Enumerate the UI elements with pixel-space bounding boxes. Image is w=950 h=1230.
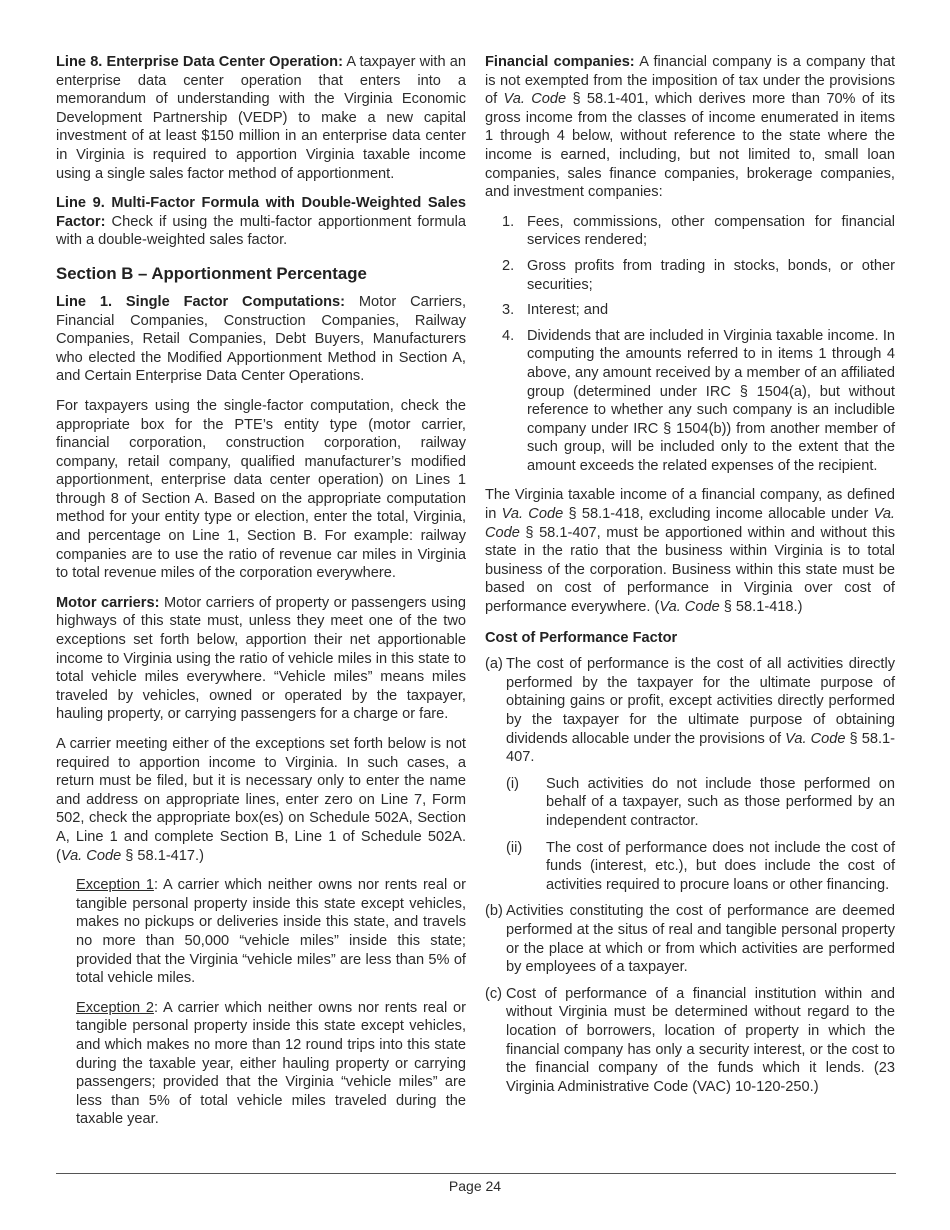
right-column <box>485 53 895 1104</box>
list-item-number: 3. <box>502 302 515 319</box>
carrier-para-cite: Va. Code <box>60 847 122 864</box>
exception-2-paragraph <box>76 999 466 1129</box>
point-c-label: (c) <box>485 985 503 1002</box>
exception-1-body: : A carrier which neither owns nor rents real or tangible personal property inside this state except vehicles, makes no pickups or deliveries inside this state, and travels no more than 50,000 “vehicle miles” inside this state; provided that the Virginia “vehicle miles” are less than 5% of total vehicle miles. <box>76 877 466 987</box>
roman-item <box>506 775 895 831</box>
list-item-number: 4. <box>502 327 515 344</box>
left-column <box>56 53 466 1140</box>
line8-body: A taxpayer with an enterprise data center operation that enters into a memorandum of understanding with the Virginia Economic Development Partnership (VEDP) to make a new capital investment of at least $150 million in an enterprise data center in Virginia is required to apportion Virginia taxable income using a single sales factor method of apportionment. <box>56 54 466 182</box>
line1-paragraph <box>56 293 466 386</box>
point-c <box>485 985 895 1097</box>
list-item <box>502 213 895 250</box>
exception-2-label: Exception 2 <box>76 999 154 1016</box>
roman-item <box>506 839 895 895</box>
roman-item-text: Such activities do not include those performed on behalf of a taxpayer, such as those performed by an independent contractor. <box>546 775 895 829</box>
footer-rule <box>56 1173 896 1174</box>
exception-1-label: Exception 1 <box>76 877 154 894</box>
va-taxable-income-paragraph <box>485 486 895 616</box>
point-a-label: (a) <box>485 656 503 673</box>
roman-item-label: (ii) <box>506 839 523 856</box>
financial-body-a: A financial company is a company that is not exempted from the imposition of tax under the provisions of <box>485 54 895 108</box>
list-item-text: Interest; and <box>527 302 609 319</box>
va-taxable-t1: The Virginia taxable income of a financial company, as defined in <box>485 487 895 523</box>
carrier-para-text: A carrier meeting either of the exceptions set forth below is not required to apportion income to Virginia. In such cases, a return must be filed, but it is necessary only to enter the name and address on appropriate lines, enter zero on Line 7, Form 502, check the appropriate box(es) on Schedule 502A, Section A, Line 1 and complete Section B, Line 1 of Schedule 502A. ( <box>56 736 466 864</box>
motor-carriers-paragraph <box>56 594 466 724</box>
list-item <box>502 301 895 320</box>
list-item-text: Gross profits from trading in stocks, bonds, or other securities; <box>527 257 895 293</box>
point-b <box>485 902 895 976</box>
carrier-exceptions-paragraph <box>56 735 466 865</box>
list-item-text: Dividends that are included in Virginia taxable income. In computing the amounts referred to in items 1 through 4 above, any amount received by a member of an affiliated group (determined under IRC § 1504(a), but without reference to whether any such company is an includible company under IRC § 1504(b)) from another member of such group, will be included only to the extent that the amount exceeds the related expenses of the recipient. <box>527 327 895 474</box>
roman-item-label: (i) <box>506 775 519 792</box>
va-taxable-t2: § 58.1-418, excluding income allocable under <box>563 506 874 523</box>
va-taxable-cite1: Va. Code <box>501 506 564 523</box>
list-item-number: 1. <box>502 213 515 230</box>
line1-heading: Line 1. Single Factor Computations: <box>56 293 346 310</box>
motor-carriers-body: Motor carriers of property or passengers using highways of this state must, unless they meet one of the two exceptions set forth below, apportion their net apportionable income to Virginia using the ratio of vehicle miles in this state to total vehicle miles everywhere. “Vehicle miles” means miles traveled by vehicles, owned or operated by the taxpayer, hauling property, or carrying passengers for a charge or fare. <box>56 594 466 723</box>
va-taxable-t3: § 58.1-407, must be apportioned within and without this state in the ratio that the business within Virginia is to total business of the corporation. Business within this state must be based on cost of performance in Virginia over cost of performance everywhere. ( <box>485 524 895 616</box>
va-taxable-t4: § 58.1-418.) <box>719 599 803 616</box>
list-item <box>502 327 895 476</box>
line9-paragraph <box>56 194 466 250</box>
line8-heading: Line 8. Enterprise Data Center Operation: <box>56 54 343 70</box>
va-taxable-cite2: Va. Code <box>485 506 895 541</box>
cost-of-performance-heading: Cost of Performance Factor <box>485 629 678 646</box>
financial-companies-heading: Financial companies: <box>485 54 635 70</box>
section-b-title: Section B – Apportionment Percentage <box>56 263 367 283</box>
point-b-text: Activities constituting the cost of performance are deemed performed at the situs of real and tangible personal property or the place at which or from which activities are performed by employees of a taxpayer. <box>506 903 895 976</box>
point-a <box>485 655 895 767</box>
list-item-text: Fees, commissions, other compensation for financial services rendered; <box>527 213 895 249</box>
single-factor-paragraph: For taxpayers using the single-factor computation, check the appropriate box for the PTE’s entity type (motor carrier, financial corporation, construction corporation, railway company, retail company, qualified manufacturer’s modified apportionment, enterprise data center operation) on Lines 1 through 8 of Section A. Based on the appropriate computation method for your entity type or election, enter the total, Virginia, and percentage on Line 1, Section B. For example: railway companies are to use the ratio of revenue car miles in Virginia to total revenue miles of the corporation everywhere. <box>56 397 466 582</box>
financial-companies-paragraph <box>485 53 895 202</box>
motor-carriers-heading: Motor carriers: <box>56 594 160 611</box>
point-a-text <box>506 655 895 767</box>
exception-2-body: : A carrier which neither owns nor rents real or tangible personal property inside this state except vehicles, and which makes no more than 12 round trips into this state during the taxable year, either hauling property or carrying passengers; provided that the Virginia “vehicle miles” are less than 5% of total vehicle miles traveled during the taxable year. <box>76 999 466 1128</box>
financial-cite: Va. Code <box>503 91 567 108</box>
line8-paragraph <box>56 53 466 183</box>
point-c-text: Cost of performance of a financial institution within and without Virginia must be determined without regard to the location of borrowers, location of property in which the financial company has only a security interest, or the cost to the financial company of the funds which it lends. (23 Virginia Administrative Code (VAC) 10-120-250.) <box>506 985 895 1095</box>
point-a-tail: § 58.1-407. <box>506 730 895 766</box>
exception-1-paragraph <box>76 876 466 988</box>
financial-body-b: § 58.1-401, which derives more than 70% of its gross income from the classes of income enumerated in items 1 through 4 below, without reference to the state where the income is earned, including, but not limited to, small loan companies, sales finance companies, brokerage companies, and investment companies: <box>485 91 895 201</box>
line1-body: Motor Carriers, Financial Companies, Construction Companies, Railway Companies, Retail Companies, Debt Buyers, Manufacturers who elected the Modified Apportionment Method in Section A, and Certain Enterprise Data Center Operations. <box>56 293 467 385</box>
line9-heading: Line 9. Multi-Factor Formula with Double-Weighted Sales Factor: <box>56 195 466 230</box>
roman-item-text: The cost of performance does not include the cost of funds (interest, etc.), but does include the cost of activities required to procure loans or other financing. <box>546 839 895 893</box>
list-item <box>502 257 895 294</box>
va-taxable-cite3: Va. Code <box>659 599 720 616</box>
point-a-cite: Va. Code <box>785 730 846 747</box>
page-number: Page 24 <box>448 1178 502 1194</box>
point-b-label: (b) <box>485 903 503 920</box>
line9-body: Check if using the multi-factor apportionment formula with a double-weighted sales factor. <box>56 213 466 249</box>
list-item-number: 2. <box>502 257 515 274</box>
carrier-para-cite-tail: § 58.1-417.) <box>121 847 204 864</box>
point-a-body: The cost of performance is the cost of all activities directly performed by the taxpayer for the ultimate purpose of obtaining gains or profit, except activities directly performed by the taxpayer for the ultimate purpose of obtaining dividends allocable under the provisions of <box>506 656 895 747</box>
